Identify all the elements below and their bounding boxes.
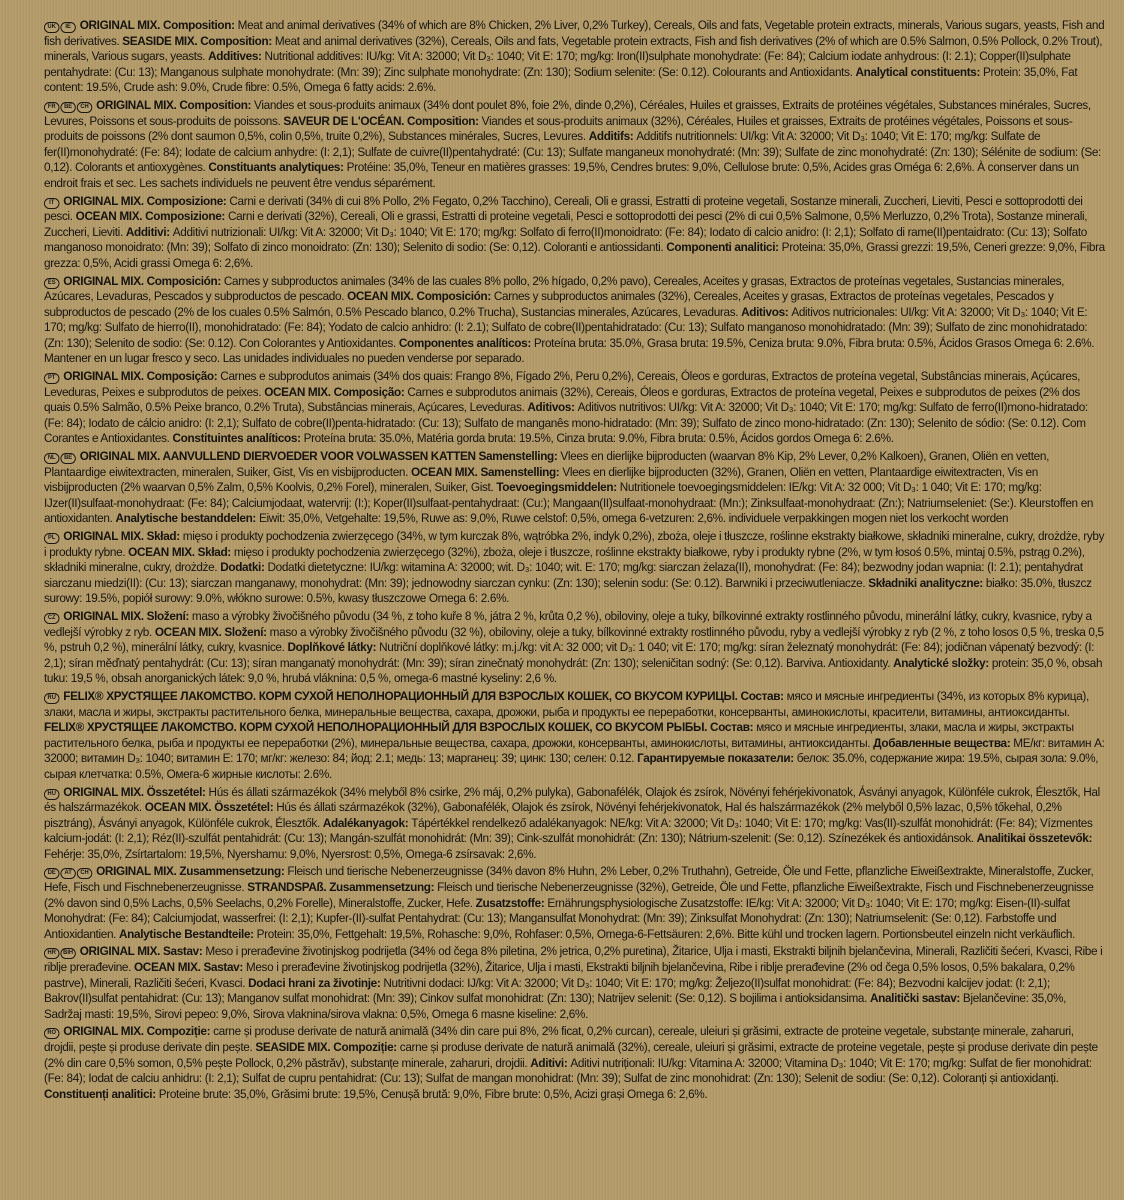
- section-text: Eiwit: 35,0%, Vetgehalte: 19,5%, Ruwe as: 9,0%, Ruwe celstof: 0,5%, omega 6-vetzuren: 2,6%. individuele verpakkingen mogen niet los verkocht worden: [258, 511, 1009, 526]
- section-heading: Composition:: [200, 33, 275, 48]
- section-heading: Samenstelling:: [480, 464, 563, 479]
- section-text: maso a výrobky živočišného původu (32 %), obiloviny, oleje a tuky, bílkovinné extrakty rostlinného původu, ryby a vedlejší výrobky z ryb (2 %, z toho losos 0,5 %, treska 0,5 %, pstruh 0,2 %), minerální látky, cukry, kvasnice.: [44, 624, 1104, 655]
- country-code-badge: CH: [77, 102, 92, 113]
- section-text: Proteine brute: 35,0%, Grăsimi brute: 19,5%, Cenușă brută: 9,0%, Fibre brute: 0,5%, Acizi grași Omega 6: 2,6%.: [158, 1086, 708, 1101]
- language-block: [44, 864, 1106, 944]
- section-heading: Additivi:: [125, 224, 173, 239]
- country-code-badge: NL: [44, 453, 59, 464]
- country-code-badges: [44, 529, 60, 543]
- section-heading: OCEAN MIX.: [154, 624, 225, 639]
- section-heading: Analytische bestanddelen:: [115, 511, 259, 526]
- section-text: Viandes et sous-produits animaux (34% dont poulet 8%, foie 2%, dinde 0,2%), Céréales, Huiles et graisses, Extraits de protéines végétales, Substances minérales, Sucres, Levures, Poissons et sous-produits de poissons.: [44, 97, 1091, 128]
- country-code-badge: HU: [44, 789, 59, 800]
- section-text: Bjelančevine: 35,0%, Sadržaj masti: 19,5%, Sirovi pepeo: 9,0%, Sirova vlaknina/sirova vlakna: 0,5%, Omega 6 masne kiseline: 2,6%.: [44, 991, 1067, 1021]
- language-block: [44, 1024, 1106, 1104]
- section-heading: Compoziție:: [333, 1040, 400, 1054]
- section-heading: Composizione:: [146, 193, 230, 208]
- country-code-badges: [44, 785, 60, 799]
- section-heading: Гарантируемые показатели:: [637, 751, 797, 766]
- section-heading: Aditivos:: [527, 400, 578, 415]
- section-heading: OCEAN MIX.: [134, 960, 204, 975]
- section-text: Aditivos nutritivos: UI/kg: Vit A: 32000; Vit D₃: 1040; Vit E: 170; mg/kg: Sulfato de ferro(II)mono-hidratado: (Fe: 84); Iodato de cálcio anidro: (I: 2,1); Sulfato de cobre(II)penta-hidratado: (Cu: 13); Sulfato de manganês mono-hidratado: (Mn: 39); Sulfato de zinco mono-hidratado: (Zn: 130); Selenito de sódio: (Se: 0.12). Com Corantes e Antioxidantes.: [44, 400, 1088, 446]
- language-block: [44, 609, 1106, 689]
- section-heading: Componenti analitici:: [666, 240, 782, 255]
- section-heading: Zusammensetzung:: [329, 880, 438, 895]
- section-text: protein: 35,0 %, obsah tuku: 19,5 %, obsah anorganických látek: 9,0 %, hrubá vláknina: 0,5 %, omega-6 mastné kyseliny: 2,6 %.: [44, 655, 1103, 686]
- section-heading: ORIGINAL MIX.: [63, 1024, 147, 1039]
- section-text: Dodatki dietetyczne: IU/kg: witamina A: 32000; wit. D₃: 1040; wit. E: 170; mg/kg: siarczan żelaza(II), monohydrat: (Fe: 84); bezwodny jodan wapnia: (I: 2.1); pentahydrat siarczanu miedzi(II): (Cu: 13); siarczan manganawy, monohydrat: (Mn: 39); jednowodny siarczan cynku: (Zn: 130); selenin sodu: (Se: 0.12). Barwniki i przeciwutleniacze.: [44, 560, 1083, 590]
- section-heading: Analytische Bestandteile:: [119, 926, 257, 941]
- country-code-badges: [44, 98, 93, 112]
- section-heading: Dodatki:: [220, 560, 268, 575]
- section-heading: Összetétel:: [214, 800, 277, 815]
- section-text: Nutritional additives: IU/kg: Vit A: 32000; Vit D₃: 1040; Vit E: 170; mg/kg: Iron(II)sulphate monohydrate: (Fe: 84); Calcium iodate anhydrous: (I: 2.1); Copper(II)sulphate pentahydrate: (Cu: 13); Manganous sulphate monohydrate: (Mn: 39); Zinc sulphate monohydrate: (Zn: 130); Sodium selenite: (Se: 0.12). Colourants and Antioxidants.: [44, 49, 1071, 79]
- section-heading: Composition:: [162, 18, 238, 32]
- country-code-badge: CH: [77, 868, 92, 879]
- section-heading: Složení:: [224, 624, 270, 639]
- section-text: mięso i produkty pochodzenia zwierzęcego (34%, w tym kurczak 8%, wątróbka 2%, indyk 0,2%), zboża, oleje i tłuszcze, roślinne ekstrakty białkowe, składniki mineralne, cukry, drożdże, ryby i produkty rybne.: [44, 529, 1105, 559]
- section-text: Carnes e subprodutos animais (32%), Cereais, Óleos e gorduras, Extractos de proteína vegetal, Peixes e subprodutos de peixes (2% dos quais 0.5% Salmão, 0.5% Peixe branco, 0.2% Truta), Substâncias minerais, Açúcares, Leveduras.: [44, 384, 1080, 415]
- section-heading: Toevoegingsmiddelen:: [496, 480, 620, 495]
- language-block: [44, 98, 1106, 194]
- section-heading: Sastav:: [162, 944, 206, 959]
- section-text: Meso i prerađevine životinjskog podrijetla (34% od čega 8% piletina, 2% jetrica, 0,2% puretina), Žitarice, Ulja i masti, Ekstrakti biljnih bjelančevina, Minerali, Različiti šećeri, Kvasci, Ribe i riblje prerađevine.: [44, 944, 1103, 975]
- language-block: [44, 449, 1106, 529]
- country-code-badge: BE: [60, 453, 75, 464]
- section-heading: Composição:: [146, 369, 221, 384]
- section-text: Hús és állati származékok (32%), Gabonafélék, Olajok és zsírok, Növényi fehérjekivonatok, Hal és halszármazékok (2% melyből 0,5% lazac, 0,5% tőkehal, 0,2% pisztráng), Ásványi anyagok, Különféle cukrok, Élesztők.: [44, 800, 1062, 830]
- section-text: Carnes e subprodutos animais (34% dos quais: Frango 8%, Fígado 2%, Peru 0,2%), Cereais, Óleos e gorduras, Extractos de proteína vegetal, Substâncias minerais, Açúcares, Leveduras, Peixes e subprodutos de peixes.: [44, 369, 1081, 399]
- ingredients-panel: [44, 18, 1106, 1104]
- section-text: Nutritivni dodaci: IJ/kg: Vit A: 32000; Vit D₃: 1040; Vit E: 170; mg/kg: Željezo(II)sulfat monohidrat: (Fe: 84); Bezvodni kalcijev jodat: (I: 2,1); Bakrov(II)sulfat pentahidrat: (Cu: 13); Manganov sulfat monohidrat: (Mn: 39); Cinkov sulfat monohidrat: (Zn: 130); Natrijev selenit: (Se: 0,12). S bojilima i antioksidansima.: [44, 975, 1050, 1006]
- section-heading: SAVEUR DE L'OCÉAN.: [283, 113, 408, 128]
- language-block: [44, 18, 1106, 98]
- section-text: Proteína bruta: 35.0%, Matéria gorda bruta: 19.5%, Cinza bruta: 9.0%, Fibra bruta: 0.5%, Ácidos gordos Omega 6: 2.6%.: [303, 431, 894, 446]
- language-block: [44, 194, 1106, 274]
- section-text: Carnes y subproductos animales (34% de las cuales 8% pollo, 2% hígado, 0,2% pavo), Cereales, Aceites y grasas, Extractos de proteínas vegetales, Sustancias minerales, Azúcares, Levaduras, Pescados y subproductos de pescado.: [44, 273, 1065, 304]
- country-code-badge: RO: [44, 1028, 59, 1039]
- section-heading: Composição:: [333, 384, 408, 399]
- section-text: Protein: 35,0%, Fat content: 19.5%, Crude ash: 9.0%, Crude fibre: 0.5%, Omega 6 fatty acids: 2.6%.: [44, 64, 1078, 95]
- country-code-badges: [44, 18, 77, 32]
- section-heading: Analytické složky:: [893, 655, 992, 670]
- section-heading: Aditivos:: [741, 304, 792, 319]
- section-heading: Compoziție:: [146, 1024, 214, 1039]
- section-heading: OCEAN MIX.: [264, 384, 334, 399]
- section-text: мясо и мясные ингредиенты, злаки, масла и жиры, экстракты растительного белка, рыба и продукты ее переработки (2%), минеральные вещества, сахара, дрожжи, консерванты, аминокислоты, витамины, антиоксиданты.: [44, 720, 1074, 750]
- section-text: Carni e derivati (34% di cui 8% Pollo, 2% Fegato, 0,2% Tacchino), Cereali, Oli e grassi, Estratti di proteine vegetali, Sostanze minerali, Zuccheri, Lieviti, Pesci e sottoprodotti dei pesci.: [44, 193, 1083, 224]
- section-text: МЕ/кг: витамин А: 32000; витамин D₃: 1040; витамин Е: 170; мг/кг: железо: 84; йод: 2.1; медь: 13; марганец: 39; цинк: 130; селен: 0.12.: [44, 735, 1105, 766]
- country-code-badge: BE: [60, 102, 75, 113]
- section-heading: FELIX® ХРУСТЯЩЕЕ ЛАКОМСТВО. КОРМ СУХОЙ НЕПОЛНОРАЦИОННЫЙ ДЛЯ ВЗРОСЛЫХ КОШЕК, СО ВКУСОМ РЫБЫ.: [44, 720, 711, 735]
- section-text: Ernährungsphysiologische Zusatzstoffe: IE/kg: Vit A: 32000; Vit D₃: 1040; Vit E: 170; mg/kg: Eisen-(II)-sulfat Monohydrat: (Fe: 84); Calciumjodat, wasserfrei: (I: 2,1); Kupfer-(II)-sulfat Pentahydrat: (Cu: 13); Mangansulfat Monohydrat: (Mn: 39); Zinksulfat Monohydrat: (Zn: 130); Natriumselenit: (Se: 0,12). Farbstoffe und Antioxidantien.: [44, 895, 1070, 941]
- country-code-badges: [44, 274, 60, 288]
- section-text: Hús és állati származékok (34% melyből 8% csirke, 2% máj, 0,2% pulyka), Gabonafélék, Olajok és zsírok, Növényi fehérjekivonatok, Ásványi anyagok, Különféle cukrok, Élesztők, Hal és halszármazékok.: [44, 784, 1100, 815]
- section-text: carne și produse derivate de natură animală (34% din care pui 8%, 2% ficat, 0,2% curcan), cereale, uleiuri și grăsimi, extracte de proteine vegetale, substanțe minerale, zaharuri, drojdii, pește și produse derivate din pește.: [44, 1024, 1074, 1054]
- section-heading: Analytical constituents:: [855, 64, 984, 79]
- section-text: Vlees en dierlijke bijproducten (32%), Granen, Oliën en vetten, Plantaardige eiwitextracten, Vis en visbijproducten (2% waarvan 0,5% Zalm, 0,5% Koolvis, 0,2% Forel), mineralen, Suiker, Gist.: [44, 464, 1038, 495]
- section-heading: Samenstelling:: [478, 449, 561, 464]
- section-heading: Sastav:: [203, 960, 246, 975]
- country-code-badge: BIH: [60, 948, 75, 959]
- language-block: [44, 529, 1106, 609]
- section-text: Carni e derivati (32%), Cereali, Oli e grassi, Estratti di proteine vegetali, Pesci e sottoprodotti dei pesci (2% di cui 0,5% Salmone, 0,5% Merluzzo, 0,2% Trota), Sostanze minerali, Zuccheri, Lieviti.: [44, 209, 1088, 239]
- section-text: Aditivi nutriționali: IU/kg: Vitamina A: 32000; Vitamina D₃: 1040; Vit E: 170; mg/kg: Sulfat de fier monohidrat: (Fe: 84); Iodat de calciu anhidru: (I: 2,1); Sulfat de cupru pentahidrat: (Cu: 13); Sulfat de mangan monohidrat: (Mn: 39); Sulfat de zinc monohidrat: (Zn: 130); Selenit de sodiu: (Se: 0,12). Coloranți și antioxidanți.: [44, 1055, 1092, 1086]
- section-heading: Analitički sastav:: [869, 991, 963, 1006]
- country-code-badges: [44, 449, 77, 463]
- section-heading: Analitikai összetevők:: [976, 831, 1093, 846]
- country-code-badge: PT: [44, 373, 59, 384]
- section-heading: Constituenți analitici:: [44, 1086, 159, 1101]
- section-heading: Složení:: [146, 608, 192, 623]
- section-heading: Additives:: [208, 49, 265, 64]
- country-code-badges: [44, 689, 60, 703]
- section-heading: Additifs:: [588, 129, 637, 144]
- section-heading: ORIGINAL MIX.: [63, 369, 147, 384]
- section-heading: Dodaci hrani za životinje:: [248, 975, 384, 990]
- section-heading: Composition:: [179, 97, 255, 112]
- country-code-badge: CZ: [44, 613, 59, 624]
- section-text: мясо и мясные ингредиенты (34%, из которых 8% курица), злаки, масла и жиры, экстракты растительного белка, минеральные вещества, сахара, дрожжи, рыба и продукты ее переработки, консерванты, аминокислоты, красители, витамины, антиоксиданты.: [44, 688, 1089, 719]
- section-heading: ORIGINAL MIX. AANVULLEND DIERVOEDER VOOR VOLWASSEN KATTEN: [79, 449, 479, 464]
- language-block: [44, 274, 1106, 370]
- country-code-badge: DE: [44, 868, 59, 879]
- section-heading: Composition:: [407, 113, 482, 128]
- section-heading: Adalékanyagok:: [322, 815, 412, 830]
- section-heading: Aditivi:: [530, 1055, 571, 1070]
- section-heading: Doplňkové látky:: [287, 640, 380, 655]
- country-code-badges: [44, 194, 60, 208]
- section-heading: ORIGINAL MIX.: [96, 97, 180, 112]
- section-heading: Composición:: [146, 273, 224, 288]
- section-text: Aditivos nutricionales: UI/kg: Vit A: 32000; Vit D₃: 1040; Vit E: 170; mg/kg: Sulfato de hierro(II), monohidratado: (Fe: 84); Yodato de calcio anhidro: (I: 2.1); Sulfato de cobre(II)pentahidratado: (Cu: 13); Sulfato manganoso monohidratado: (Mn: 39); Sulfato de zinc monohidratado: (Zn: 130); Selenito de sodio: (Se: 0.12). Con Colorantes y Antioxidantes.: [44, 304, 1088, 350]
- section-text: Proteína bruta: 35.0%, Grasa bruta: 19.5%, Ceniza bruta: 9.0%, Fibra bruta: 0.5%, Ácidos Grasos Omega 6: 2.6%. Mantener en un lugar fresco y seco. Las unidades individuales no pueden venderse por separado.: [44, 335, 1095, 366]
- country-code-badges: [44, 609, 60, 623]
- section-text: Additivi nutrizionali: UI/kg: Vit A: 32000; Vit D₃: 1040; Vit E: 170; mg/kg: Solfato di ferro(II)monoidrato: (Fe: 84); Iodato di calcio anidro: (I: 2,1); Solfato di rame(II)pentaidrato: (Cu: 13); Solfato manganoso monoidrato: (Mn: 39); Solfato di zinco monoidrato: (Zn: 130); Selenito di sodio: (Se: 0,12). Coloranti e antiossidanti.: [44, 224, 1087, 255]
- country-code-badge: AT: [60, 868, 75, 879]
- section-text: carne și produse derivate de natură animală (32%), cereale, uleiuri și grăsimi, extracte de proteine vegetale, pește și produse derivate din pește (2% din care 0,5% somon, 0,5% pește Pollock, 0,2% păstrăv), substanțe minerale, zaharuri, drojdii.: [44, 1040, 1098, 1070]
- section-heading: OCEAN MIX.: [410, 464, 481, 479]
- section-heading: Composizione:: [145, 209, 228, 224]
- section-text: Carnes y subproductos animales (32%), Cereales, Aceites y grasas, Extractos de proteínas vegetales, Pescados y subproductos de pescado (2% de los cuales 0.5% Salmón, 0.5% Pescado blanco, 0.2% Trucha), Sustancias minerales, Azúcares, Levaduras.: [44, 289, 1054, 319]
- section-text: Proteina: 35,0%, Grassi grezzi: 19,5%, Ceneri grezze: 9,0%, Fibra grezza: 0,5%, Acidi grassi Omega 6: 2,6%.: [44, 240, 1105, 270]
- section-heading: OCEAN MIX.: [144, 800, 215, 815]
- country-code-badge: PL: [44, 533, 59, 544]
- section-text: Fleisch und tierische Nebenerzeugnisse (34% davon 8% Huhn, 2% Leber, 0,2% Truthahn), Getreide, Öle und Fette, pflanzliche Eiweißextrakte, Mineralstoffe, Zucker, Hefe, Fisch und Fischnebenerzeugnisse.: [44, 864, 1094, 895]
- section-heading: ORIGINAL MIX.: [63, 608, 147, 623]
- section-heading: OCEAN MIX.: [128, 544, 198, 559]
- section-text: Tápértékkel rendelkező adalékanyagok: NE/kg: Vit A: 32000; Vit D₃: 1040; Vit E: 170; mg/kg: Vas(II)-szulfát monohidrát: (Fe: 84); Vízmentes kalcium-jodát: (I: 2,1); Réz(II)-szulfát pentahidrát: (Cu: 13); Mangán-szulfát monohidrát: (Mn: 39); Cink-szulfát monohidrát: (Zn: 130); Nátrium-szelenit: (Se: 0,12). Színezékek és antioxidánsok.: [44, 815, 1093, 846]
- section-heading: SEASIDE MIX.: [255, 1040, 334, 1054]
- country-code-badge: IT: [44, 198, 59, 209]
- section-text: белок: 35.0%, содержание жира: 19.5%, сырая зола: 9.0%, сырая клетчатка: 0.5%, Омега-6 жирные кислоты: 2.6%.: [44, 751, 1099, 781]
- section-heading: ORIGINAL MIX.: [79, 18, 163, 32]
- language-block: [44, 944, 1106, 1024]
- country-code-badge: HR: [44, 948, 59, 959]
- section-heading: Добавленные вещества:: [873, 735, 1014, 750]
- section-heading: Składniki analityczne:: [868, 575, 986, 590]
- section-heading: STRANDSPAß.: [247, 880, 330, 895]
- section-heading: ORIGINAL MIX.: [79, 944, 163, 959]
- section-heading: SEASIDE MIX.: [122, 33, 201, 48]
- section-text: białko: 35.0%, tłuszcz surowy: 19.5%, popiół surowy: 9.0%, włókno surowe: 0.5%, kwasy tłuszczowe Omega 6: 2.6%.: [44, 575, 1092, 606]
- section-text: Protéine: 35,0%, Teneur en matières grasses: 19,5%, Cendres brutes: 9,0%, Cellulose brute: 0,5%, Acides gras Oméga 6: 2,6%. À conserver dans un endroit frais et sec. Les sachets individuels ne peuvent être vendus séparément.: [44, 160, 1079, 190]
- section-heading: OCEAN MIX.: [347, 289, 417, 304]
- section-text: Protein: 35,0%, Fettgehalt: 19,5%, Rohasche: 9,0%, Rohfaser: 0,5%, Omega-6-Fettsäuren: 2,6%. Bitte kühl und trocken lagern. Portionsbeutel einzeln nicht verkäuflich.: [256, 926, 1075, 941]
- section-heading: Constituintes analíticos:: [172, 431, 304, 446]
- section-heading: ORIGINAL MIX.: [63, 193, 147, 208]
- section-text: Fleisch und tierische Nebenerzeugnisse (32%), Getreide, Öle und Fette, pflanzliche Eiweißextrakte, Fisch und Fischnebenerzeugnisse (2% davon sind 0,5% Lachs, 0,5% Seelachs, 0,2% Forelle), Mineralstoffe, Zucker, Hefe.: [44, 880, 1094, 910]
- section-heading: OCEAN MIX.: [75, 209, 146, 224]
- section-text: mięso i produkty pochodzenia zwierzęcego (32%), zboża, oleje i tłuszcze, roślinne ekstrakty białkowe, ryby i produkty rybne (2%, w tym łosoś 0.5%, mintaj 0.5%, pstrąg 0.2%), składniki mineralne, cukry, drożdże.: [44, 544, 1085, 575]
- section-text: Vlees en dierlijke bijproducten (waarvan 8% Kip, 2% Lever, 0,2% Kalkoen), Granen, Oliën en vetten, Plantaardige eiwitextracten, mineralen, Suiker, Gist, Vis en visbijproducten.: [44, 449, 1050, 479]
- section-heading: ORIGINAL MIX.: [96, 864, 180, 879]
- section-heading: Zusammensetzung:: [179, 864, 288, 879]
- section-heading: Состав:: [740, 688, 787, 703]
- section-heading: FELIX® ХРУСТЯЩЕЕ ЛАКОМСТВО. КОРМ СУХОЙ НЕПОЛНОРАЦИОННЫЙ ДЛЯ ВЗРОСЛЫХ КОШЕК, СО ВКУСОМ КУРИЦЫ.: [63, 688, 741, 703]
- country-code-badge: FR: [44, 102, 59, 113]
- section-heading: Skład:: [146, 529, 183, 543]
- language-block: [44, 785, 1106, 865]
- country-code-badges: [44, 1024, 60, 1038]
- section-heading: Zusatzstoffe:: [475, 895, 548, 910]
- section-heading: Összetétel:: [146, 784, 209, 799]
- section-text: Nutritionele toevoegingsmiddelen: IE/kg: Vit A: 32 000; Vit D₃: 1 040; Vit E: 170; mg/kg: IJzer(II)sulfaat-monohydraat: (Fe: 84); Calciumjodaat, watervrij: (I:); Koper(II)sulfaat-pentahydraat: (Cu:); Mangaan(II)sulfaat-monohydraat: (Mn:); Zinksulfaat-monohydraat: (Zn:); Natriumseleniet: (Se:). Kleurstoffen en antioxidanten.: [44, 480, 1094, 526]
- section-heading: Composición:: [416, 289, 494, 304]
- section-heading: Состав:: [710, 720, 757, 735]
- country-code-badge: IE: [60, 22, 75, 33]
- language-block: [44, 689, 1106, 785]
- section-text: Additifs nutritionnels: UI/kg: Vit A: 32000; Vit D₃: 1040; Vit E: 170; mg/kg: Sulfate de fer(II)monohydraté: (Fe: 84); Iodate de calcium anhydre: (I: 2,1); Sulfate de cuivre(II)pentahydraté: (Cu: 13); Sulfate manganeux monohydraté: (Mn: 39); Sulfate de zinc monohydraté: (Zn: 130); Sélénite de sodium: (Se: 0,12). Colorants et antioxygènes.: [44, 129, 1101, 175]
- country-code-badges: [44, 944, 77, 958]
- country-code-badge: ES: [44, 278, 59, 289]
- section-text: Fehérje: 35,0%, Zsírtartalom: 19,5%, Nyershamu: 9,0%, Nyersrost: 0,5%, Omega-6 zsírsavak: 2,6%.: [44, 846, 537, 861]
- country-code-badge: RU: [44, 693, 59, 704]
- section-text: Nutriční doplňkové látky: m.j./kg: vit A: 32 000; vit D₃: 1 040; vit E: 170; mg/kg: síran železnatý monohydrát: (Fe: 84); jodičnan vápenatý bezvodý: (I: 2,1); síran měďnatý pentahydrát: (Cu: 13); síran manganatý monohydrát: (Mn: 39); síran zinečnatý monohydrát: (Zn: 130); seleničitan sodný: (Se: 0,12). Barviva. Antioxidanty.: [44, 640, 1095, 670]
- section-text: Meat and animal derivatives (32%), Cereals, Oils and fats, Vegetable protein extracts, Fish and fish derivatives (2% of which are 0.5% Salmon, 0.5% Pollock, 0.2% Trout), minerals, Various sugars, yeasts.: [44, 33, 1103, 64]
- section-heading: Skład:: [197, 544, 234, 559]
- section-heading: Constituants analytiques:: [208, 160, 347, 175]
- language-block: [44, 369, 1106, 449]
- country-code-badges: [44, 369, 60, 383]
- section-text: Meso i prerađevine životinjskog podrijetla (32%), Žitarice, Ulja i masti, Ekstrakti biljnih bjelančevina, Ribe i riblje prerađevine (2% od čega 0,5% losos, 0,5% bakalara, 0,2% pastrve), Minerali, Različiti šećeri, Kvasci.: [44, 960, 1075, 990]
- section-heading: ORIGINAL MIX.: [63, 273, 147, 288]
- section-text: maso a výrobky živočišného původu (34 %, z toho kuře 8 %, játra 2 %, krůta 0,2 %), obiloviny, oleje a tuky, bílkovinné extrakty rostlinného původu, minerální látky, cukry, kvasnice, ryby a vedlejší výrobky z ryb.: [44, 608, 1092, 639]
- section-heading: Componentes analíticos:: [398, 335, 534, 350]
- section-text: Viandes et sous-produits animaux (32%), Céréales, Huiles et graisses, Extraits de protéines végétales, Poissons et sous-produits de poissons (2% dont saumon 0,5%, colin 0,5%, truite 0,2%), Substances minérales, Sucres, Levures.: [44, 113, 1073, 144]
- section-heading: ORIGINAL MIX.: [63, 529, 147, 543]
- section-heading: ORIGINAL MIX.: [63, 784, 147, 799]
- section-text: Meat and animal derivatives (34% of which are 8% Chicken, 2% Liver, 0,2% Turkey), Cereals, Oils and fats, Vegetable protein extracts, minerals, Various sugars, yeasts, Fish and fish derivatives.: [44, 18, 1105, 48]
- country-code-badges: [44, 864, 93, 878]
- country-code-badge: UK: [44, 22, 59, 33]
